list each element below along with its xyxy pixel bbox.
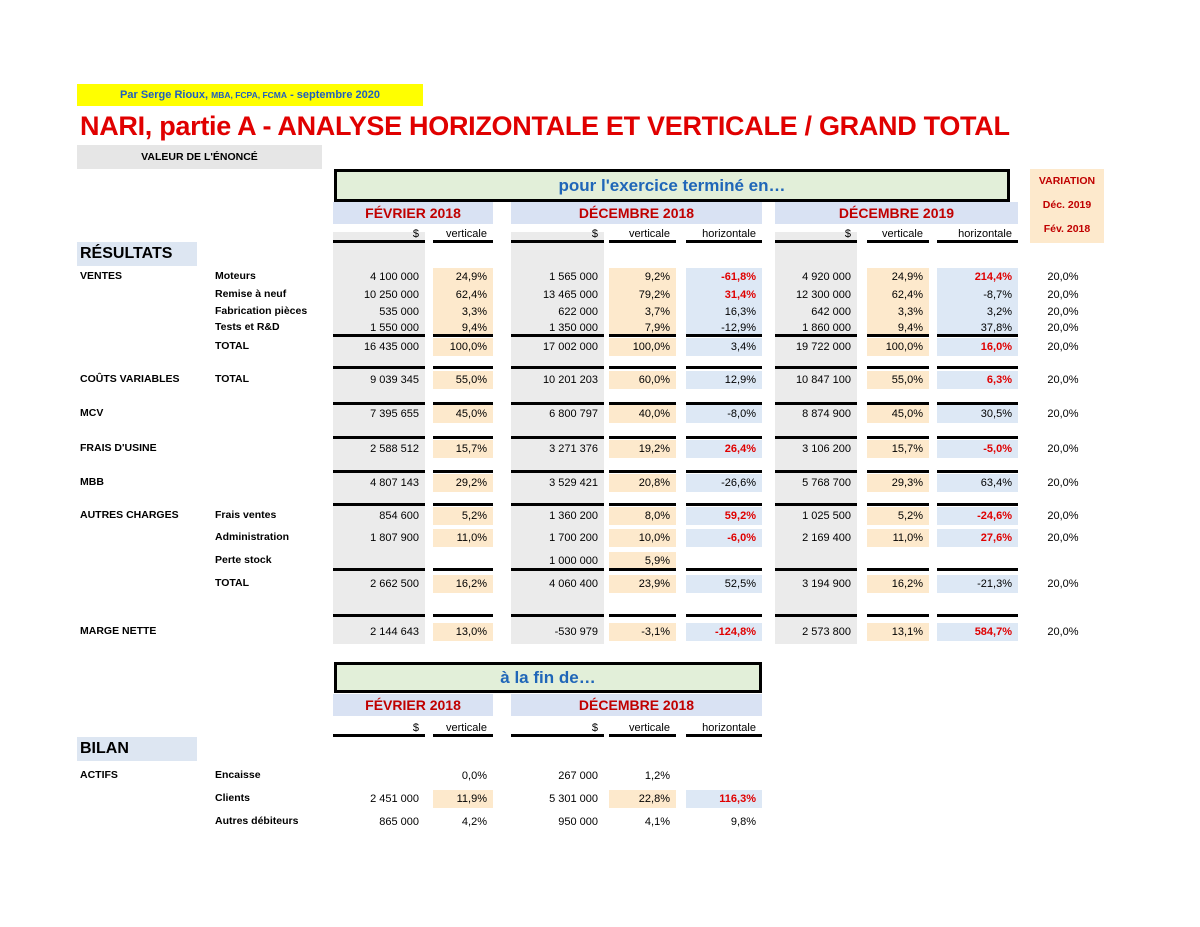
total-rule [937,402,1018,405]
row-item: Fabrication pièces [215,305,308,317]
cell-feb2018-vertical: 45,0% [433,405,493,423]
balance-cell-dec2018-amount: 5 301 000 [549,793,598,805]
cell-dec2019-vertical: 5,2% [867,507,929,525]
cell-dec2019-horizontal: 3,2% [937,303,1018,321]
total-rule [686,568,762,571]
section-resultats: RÉSULTATS [77,242,197,266]
total-rule [775,614,857,617]
cell-dec2019-amount: 2 573 800 [802,626,851,638]
cell-feb2018-vertical: 62,4% [433,286,493,304]
subheader-dec2019-amount: $ [844,228,851,240]
cell-dec2018-vertical: 8,0% [609,507,676,525]
balance-period-feb2018: FÉVRIER 2018 [333,694,493,716]
cell-dec2019-vertical: 62,4% [867,286,929,304]
cell-dec2018-horizontal: -12,9% [686,319,762,337]
cell-variation: 20,0% [1047,289,1079,301]
balance-row-category: ACTIFS [80,769,118,781]
subheader-rule [609,240,676,243]
cell-feb2018-amount: 4 807 143 [370,477,419,489]
cell-dec2018-amount: 4 060 400 [549,578,598,590]
enonce-label: VALEUR DE L'ÉNONCÉ [77,145,322,169]
balance-subheader-rule [511,734,604,737]
subheader-rule [511,240,604,243]
cell-dec2019-amount: 3 194 900 [802,578,851,590]
cell-dec2019-vertical: 100,0% [867,338,929,356]
balance-cell-dec2018-amount: 950 000 [558,816,598,828]
total-rule [511,402,604,405]
cell-feb2018-vertical: 11,0% [433,529,493,547]
cell-dec2019-amount: 12 300 000 [795,289,851,301]
row-item: TOTAL [215,577,250,589]
total-rule [333,402,425,405]
total-rule [609,366,676,369]
cell-dec2018-amount: 1 565 000 [549,271,598,283]
variation-to: Fév. 2018 [1043,223,1091,235]
cell-dec2019-amount: 642 000 [811,306,851,318]
cell-dec2018-vertical: 7,9% [609,319,676,337]
cell-dec2019-horizontal: 6,3% [937,371,1018,389]
byline-author: Par Serge Rioux, [120,89,209,101]
balance-subheader-dec2018-horizontal: horizontale [702,722,756,734]
total-rule [609,614,676,617]
cell-dec2018-vertical: 20,8% [609,474,676,492]
row-item: Frais ventes [215,509,277,521]
cell-dec2019-amount: 3 106 200 [802,443,851,455]
total-rule [775,436,857,439]
total-rule [333,503,425,506]
total-rule [867,334,929,337]
cell-dec2018-horizontal: 3,4% [686,338,762,356]
results-banner: pour l'exercice terminé en… [334,169,1010,202]
balance-subheader-rule [686,734,762,737]
subheader-dec2019-vertical: verticale [882,228,923,240]
cell-feb2018-amount: 854 600 [379,510,419,522]
total-rule [609,568,676,571]
total-rule [686,614,762,617]
cell-feb2018-amount: 10 250 000 [363,289,419,301]
subheader-dec2019-horizontal: horizontale [958,228,1012,240]
variation-label: VARIATION [1038,175,1096,187]
cell-variation: 20,0% [1047,408,1079,420]
cell-dec2018-horizontal: -6,0% [686,529,762,547]
byline-date: - septembre 2020 [290,89,380,101]
total-rule [937,366,1018,369]
cell-feb2018-vertical: 15,7% [433,440,493,458]
cell-dec2019-horizontal: 584,7% [937,623,1018,641]
cell-variation: 20,0% [1047,532,1079,544]
total-rule [511,366,604,369]
cell-feb2018-vertical: 5,2% [433,507,493,525]
row-item: Tests et R&D [215,321,280,333]
total-rule [433,568,493,571]
cell-dec2019-amount: 1 025 500 [802,510,851,522]
total-rule [511,568,604,571]
total-rule [609,334,676,337]
total-rule [433,614,493,617]
cell-dec2019-amount: 19 722 000 [795,341,851,353]
total-rule [775,366,857,369]
cell-dec2018-vertical: 3,7% [609,303,676,321]
cell-variation: 20,0% [1047,374,1079,386]
cell-feb2018-vertical: 3,3% [433,303,493,321]
total-rule [333,568,425,571]
cell-dec2018-vertical: 100,0% [609,338,676,356]
total-rule [333,470,425,473]
total-rule [867,568,929,571]
cell-feb2018-amount: 7 395 655 [370,408,419,420]
cell-feb2018-vertical: 16,2% [433,575,493,593]
cell-dec2018-amount: 1 700 200 [549,532,598,544]
row-item: Administration [215,531,290,543]
subheader-dec2018-vertical: verticale [629,228,670,240]
cell-feb2018-amount: 4 100 000 [370,271,419,283]
subheader-dec2018-amount: $ [591,228,598,240]
cell-dec2019-horizontal: 37,8% [937,319,1018,337]
cell-dec2018-vertical: 23,9% [609,575,676,593]
subheader-rule [686,240,762,243]
subheader-rule [333,240,425,243]
row-category: FRAIS D'USINE [80,442,157,454]
cell-feb2018-amount: 9 039 345 [370,374,419,386]
cell-dec2019-vertical: 16,2% [867,575,929,593]
cell-feb2018-amount: 2 588 512 [370,443,419,455]
total-rule [511,436,604,439]
total-rule [333,436,425,439]
row-category: MCV [80,407,104,419]
balance-row-item: Encaisse [215,769,261,781]
subheader-rule [775,240,857,243]
total-rule [686,503,762,506]
total-rule [333,366,425,369]
cell-feb2018-amount: 1 807 900 [370,532,419,544]
cell-dec2018-horizontal: -61,8% [686,268,762,286]
balance-banner: à la fin de… [334,662,762,693]
balance-subheader-dec2018-vertical: verticale [629,722,670,734]
cell-dec2019-amount: 1 860 000 [802,322,851,334]
total-rule [511,334,604,337]
cell-dec2019-amount: 2 169 400 [802,532,851,544]
cell-dec2018-amount: 1 350 000 [549,322,598,334]
cell-dec2019-horizontal: 214,4% [937,268,1018,286]
total-rule [686,366,762,369]
balance-row-item: Autres débiteurs [215,815,299,827]
balance-cell-dec2018-vertical: 4,1% [644,816,670,828]
row-item: TOTAL [215,373,250,385]
cell-dec2018-amount: 13 465 000 [542,289,598,301]
row-item: TOTAL [215,340,250,352]
variation-from: Déc. 2019 [1042,199,1092,211]
row-category: MBB [80,476,104,488]
balance-cell-dec2018-amount: 267 000 [558,770,598,782]
balance-cell-dec2018-horizontal: 116,3% [686,790,762,808]
balance-subheader-rule [333,734,425,737]
total-rule [609,402,676,405]
cell-dec2018-vertical: 40,0% [609,405,676,423]
cell-dec2019-horizontal: 27,6% [937,529,1018,547]
cell-dec2019-horizontal: -24,6% [937,507,1018,525]
period-header-dec2018: DÉCEMBRE 2018 [511,202,762,224]
cell-variation: 20,0% [1047,341,1079,353]
cell-dec2018-amount: 10 201 203 [542,374,598,386]
row-category: MARGE NETTE [80,625,157,637]
cell-dec2019-amount: 5 768 700 [802,477,851,489]
balance-cell-feb2018-vertical: 4,2% [461,816,487,828]
cell-dec2018-vertical: 9,2% [609,268,676,286]
page-title: NARI, partie A - ANALYSE HORIZONTALE ET VERTICALE / GRAND TOTAL [80,111,1010,141]
subheader-rule [867,240,929,243]
cell-variation: 20,0% [1047,271,1079,283]
cell-dec2019-amount: 8 874 900 [802,408,851,420]
total-rule [433,402,493,405]
cell-dec2018-vertical: -3,1% [609,623,676,641]
cell-feb2018-vertical: 100,0% [433,338,493,356]
row-category: AUTRES CHARGES [80,509,179,521]
total-rule [609,436,676,439]
total-rule [937,503,1018,506]
total-rule [775,470,857,473]
balance-cell-dec2018-horizontal: 9,8% [730,816,756,828]
total-rule [433,470,493,473]
period-header-feb2018: FÉVRIER 2018 [333,202,493,224]
cell-dec2019-vertical: 3,3% [867,303,929,321]
cell-feb2018-vertical: 55,0% [433,371,493,389]
cell-variation: 20,0% [1047,443,1079,455]
cell-variation: 20,0% [1047,626,1079,638]
total-rule [686,436,762,439]
total-rule [686,334,762,337]
total-rule [937,334,1018,337]
balance-row-item: Clients [215,792,251,804]
cell-feb2018-vertical: 13,0% [433,623,493,641]
cell-dec2018-horizontal: -26,6% [686,474,762,492]
balance-cell-feb2018-amount: 865 000 [379,816,419,828]
row-item: Moteurs [215,270,256,282]
cell-dec2019-vertical: 13,1% [867,623,929,641]
cell-dec2018-horizontal: 12,9% [686,371,762,389]
total-rule [937,436,1018,439]
cell-feb2018-amount: 535 000 [379,306,419,318]
cell-dec2019-vertical: 55,0% [867,371,929,389]
total-rule [937,568,1018,571]
cell-dec2018-vertical: 5,9% [609,552,676,570]
total-rule [867,366,929,369]
cell-dec2019-vertical: 15,7% [867,440,929,458]
cell-dec2019-vertical: 45,0% [867,405,929,423]
cell-dec2018-horizontal: -8,0% [686,405,762,423]
total-rule [609,503,676,506]
row-item: Perte stock [215,554,272,566]
total-rule [867,614,929,617]
balance-period-dec2018: DÉCEMBRE 2018 [511,694,762,716]
total-rule [775,402,857,405]
cell-feb2018-amount: 2 662 500 [370,578,419,590]
cell-dec2018-amount: 1 000 000 [549,555,598,567]
subheader-feb2018-vertical: verticale [446,228,487,240]
total-rule [867,503,929,506]
cell-dec2019-horizontal: 16,0% [937,338,1018,356]
total-rule [511,503,604,506]
cell-feb2018-vertical: 29,2% [433,474,493,492]
cell-feb2018-vertical: 9,4% [433,319,493,337]
balance-cell-feb2018-amount: 2 451 000 [370,793,419,805]
author-byline [77,84,423,106]
cell-dec2018-vertical: 10,0% [609,529,676,547]
total-rule [433,334,493,337]
cell-variation: 20,0% [1047,477,1079,489]
section-bilan: BILAN [77,737,197,761]
balance-subheader-rule [433,734,493,737]
cell-dec2019-horizontal: -8,7% [937,286,1018,304]
cell-dec2018-horizontal: -124,8% [686,623,762,641]
total-rule [867,470,929,473]
subheader-dec2018-horizontal: horizontale [702,228,756,240]
cell-variation: 20,0% [1047,322,1079,334]
cell-feb2018-amount: 1 550 000 [370,322,419,334]
cell-dec2018-horizontal: 31,4% [686,286,762,304]
row-category: VENTES [80,270,123,282]
cell-dec2018-vertical: 19,2% [609,440,676,458]
cell-variation: 20,0% [1047,306,1079,318]
cell-dec2018-horizontal: 59,2% [686,507,762,525]
total-rule [433,366,493,369]
total-rule [433,503,493,506]
total-rule [775,568,857,571]
cell-dec2019-horizontal: 63,4% [937,474,1018,492]
total-rule [686,402,762,405]
cell-dec2018-amount: -530 979 [554,626,598,638]
total-rule [333,334,425,337]
balance-subheader-dec2018-amount: $ [591,722,598,734]
total-rule [333,614,425,617]
cell-dec2018-horizontal: 16,3% [686,303,762,321]
cell-variation: 20,0% [1047,510,1079,522]
total-rule [867,402,929,405]
period-header-dec2019: DÉCEMBRE 2019 [775,202,1018,224]
total-rule [775,334,857,337]
cell-dec2019-vertical: 11,0% [867,529,929,547]
cell-dec2018-amount: 6 800 797 [549,408,598,420]
total-rule [867,436,929,439]
balance-cell-dec2018-vertical: 22,8% [609,790,676,808]
total-rule [686,470,762,473]
row-category: COÛTS VARIABLES [80,373,180,385]
cell-dec2018-vertical: 60,0% [609,371,676,389]
cell-dec2018-amount: 3 529 421 [549,477,598,489]
cell-feb2018-amount: 2 144 643 [370,626,419,638]
cell-dec2018-horizontal: 26,4% [686,440,762,458]
cell-dec2019-vertical: 29,3% [867,474,929,492]
cell-dec2019-horizontal: -5,0% [937,440,1018,458]
cell-dec2019-horizontal: 30,5% [937,405,1018,423]
cell-dec2018-horizontal: 52,5% [686,575,762,593]
subheader-rule [937,240,1018,243]
subheader-rule [433,240,493,243]
balance-subheader-feb2018-amount: $ [412,722,419,734]
cell-dec2018-vertical: 79,2% [609,286,676,304]
total-rule [937,470,1018,473]
subheader-feb2018-amount: $ [412,228,419,240]
total-rule [511,470,604,473]
balance-subheader-rule [609,734,676,737]
balance-cell-feb2018-vertical: 0,0% [461,770,487,782]
total-rule [775,503,857,506]
byline-credentials: MBA, FCPA, FCMA [211,90,288,100]
cell-dec2019-vertical: 24,9% [867,268,929,286]
row-item: Remise à neuf [215,288,287,300]
total-rule [511,614,604,617]
total-rule [937,614,1018,617]
cell-dec2018-amount: 17 002 000 [542,341,598,353]
cell-dec2019-amount: 10 847 100 [795,374,851,386]
cell-variation: 20,0% [1047,578,1079,590]
cell-feb2018-amount: 16 435 000 [363,341,419,353]
total-rule [609,470,676,473]
cell-dec2018-amount: 622 000 [558,306,598,318]
balance-cell-feb2018-vertical: 11,9% [433,790,493,808]
cell-dec2019-vertical: 9,4% [867,319,929,337]
cell-dec2019-horizontal: -21,3% [937,575,1018,593]
cell-dec2018-amount: 3 271 376 [549,443,598,455]
cell-dec2018-amount: 1 360 200 [549,510,598,522]
cell-dec2019-amount: 4 920 000 [802,271,851,283]
balance-subheader-feb2018-vertical: verticale [446,722,487,734]
balance-cell-dec2018-vertical: 1,2% [644,770,670,782]
cell-feb2018-vertical: 24,9% [433,268,493,286]
total-rule [433,436,493,439]
variation-header [1030,169,1104,243]
